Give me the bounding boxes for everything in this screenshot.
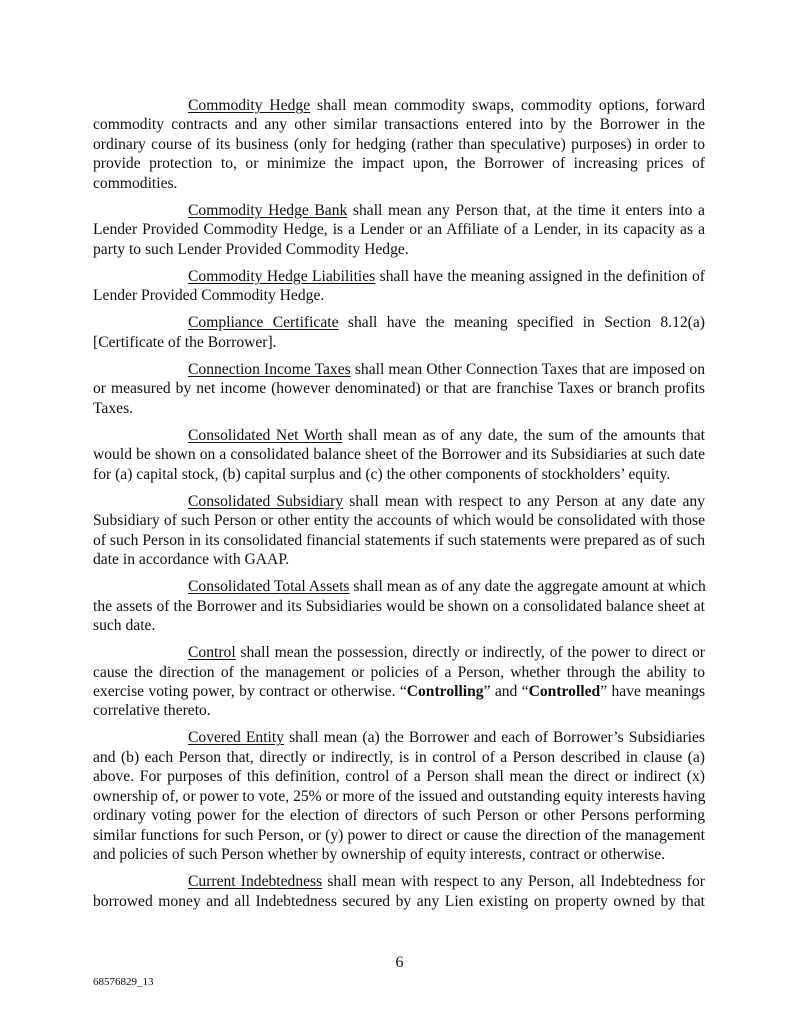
text-segment: Lender Provided Commodity Hedge. <box>93 287 325 305</box>
text-line <box>93 220 705 239</box>
text-segment: shall have the meaning specified in Section 8.12(a) <box>338 314 705 332</box>
page-number: 6 <box>395 954 404 971</box>
defined-term: Consolidated Net Worth <box>188 426 343 444</box>
text-line <box>93 663 705 682</box>
text-line <box>93 748 705 767</box>
text-line <box>93 616 705 635</box>
text-line <box>93 682 705 701</box>
defined-term: Control <box>188 644 236 662</box>
text-segment: shall mean commodity swaps, commodity options, forward <box>310 97 705 114</box>
text-line <box>93 286 705 305</box>
definition-paragraph <box>93 201 705 259</box>
text-line <box>93 787 705 806</box>
text-line <box>93 728 705 747</box>
definition-paragraph <box>93 313 705 352</box>
document-id: 68576829_13 <box>93 976 154 988</box>
text-segment: commodity contracts and any other similar transactions entered into by the Borrower in the <box>93 116 705 134</box>
text-segment: Lender Provided Commodity Hedge, is a Lender or an Affiliate of a Lender, in its capacity as a <box>93 221 705 239</box>
text-line <box>93 313 705 332</box>
text-line <box>93 174 705 193</box>
text-line <box>93 492 705 511</box>
definitions-body <box>93 96 705 919</box>
text-segment: shall mean as of any date, the sum of the amounts that <box>342 426 705 444</box>
text-segment: the assets of the Borrower and its Subsidiaries would be shown on a consolidated balance sheet at <box>93 597 705 615</box>
defined-term: Covered Entity <box>188 729 285 747</box>
defined-term: Current Indebtedness <box>188 873 323 891</box>
text-segment: and (b) each Person that, directly or indirectly, is in control of a Person described in clause (a) <box>93 748 705 766</box>
text-line <box>93 201 705 220</box>
definition-paragraph <box>93 577 705 635</box>
text-line <box>93 360 705 379</box>
bold-term: Controlled <box>528 682 601 700</box>
text-segment: and policies of such Person whether by ownership of equity interests, contract or otherwise. <box>93 846 666 864</box>
text-segment: ordinary course of its business (only for hedging (rather than speculative) purposes) in order to <box>93 135 705 153</box>
text-segment: borrowed money and all Indebtedness secured by any Lien existing on property owned by that <box>93 892 705 910</box>
text-line <box>93 379 705 398</box>
definition-paragraph <box>93 643 705 721</box>
text-segment: shall mean with respect to any Person at any date any <box>343 492 705 510</box>
text-segment: shall have the meaning assigned in the definition of <box>375 267 705 285</box>
text-line <box>93 465 705 484</box>
text-segment: shall mean with respect to any Person, all Indebtedness for <box>322 873 705 891</box>
definition-paragraph <box>93 728 705 864</box>
text-segment: ” have meanings <box>600 682 706 700</box>
text-line <box>93 892 705 911</box>
definition-paragraph <box>93 426 705 484</box>
text-segment: shall mean Other Connection Taxes that are imposed on <box>350 360 706 378</box>
text-line <box>93 333 705 352</box>
text-line <box>93 845 705 864</box>
text-line <box>93 240 705 259</box>
text-segment: shall mean any Person that, at the time it enters into a <box>347 201 705 219</box>
text-segment: shall mean the possession, directly or indirectly, of the power to direct or <box>235 644 705 662</box>
defined-term: Commodity Hedge Liabilities <box>188 267 376 285</box>
text-segment: date in accordance with GAAP. <box>93 551 290 569</box>
text-line <box>93 445 705 464</box>
text-segment: for (a) capital stock, (b) capital surplus and (c) the other components of stockholders’ equity. <box>93 465 671 483</box>
text-segment: commodities. <box>93 174 178 192</box>
defined-term: Commodity Hedge Bank <box>188 201 348 219</box>
definition-paragraph <box>93 267 705 306</box>
text-segment: above. For purposes of this definition, control of a Person shall mean the direct or indirect (x) <box>93 768 705 786</box>
text-line <box>93 872 705 891</box>
text-segment: of such Person in its consolidated financial statements if such statements were prepared as of such <box>93 531 705 549</box>
text-line <box>93 806 705 825</box>
text-segment: shall mean (a) the Borrower and each of Borrower’s Subsidiaries <box>284 729 706 747</box>
defined-term: Consolidated Subsidiary <box>188 492 344 510</box>
definition-paragraph <box>93 96 705 193</box>
text-segment: such date. <box>93 617 156 635</box>
text-segment: shall mean as of any date the aggregate amount at which <box>349 578 706 596</box>
text-segment: similar functions for such Person, or (y) power to direct or cause the direction of the management <box>93 826 705 844</box>
text-segment: provide protection to, or minimize the impact upon, the Borrower of increasing prices of <box>93 155 705 173</box>
text-line <box>93 96 705 115</box>
text-line <box>93 267 705 286</box>
text-segment: or measured by net income (however denominated) or that are franchise Taxes or branch profits <box>93 380 705 398</box>
defined-term: Compliance Certificate <box>188 314 339 332</box>
text-segment: ownership of, or power to vote, 25% or more of the issued and outstanding equity interests having <box>93 787 706 805</box>
text-segment: ” and “ <box>483 682 529 700</box>
definition-paragraph <box>93 360 705 418</box>
defined-term: Commodity Hedge <box>188 97 311 114</box>
definition-paragraph <box>93 492 705 570</box>
defined-term: Connection Income Taxes <box>188 360 351 378</box>
definition-paragraph <box>93 872 705 911</box>
text-segment: correlative thereto. <box>93 702 211 720</box>
text-segment: party to such Lender Provided Commodity Hedge. <box>93 240 409 258</box>
text-line <box>93 115 705 134</box>
text-segment: [Certificate of the Borrower]. <box>93 333 277 351</box>
text-line <box>93 531 705 550</box>
text-line <box>93 826 705 845</box>
text-line <box>93 399 705 418</box>
text-segment: exercise voting power, by contract or otherwise. “ <box>93 682 407 700</box>
defined-term: Consolidated Total Assets <box>188 578 350 596</box>
text-segment: Taxes. <box>93 399 134 417</box>
text-line <box>93 577 705 596</box>
text-line <box>93 701 705 720</box>
text-segment: cause the direction of the management or policies of a Person, whether through the ability to <box>93 663 705 681</box>
text-line <box>93 135 705 154</box>
text-line <box>93 154 705 173</box>
text-line <box>93 767 705 786</box>
text-line <box>93 643 705 662</box>
bold-term: Controlling <box>406 682 484 700</box>
text-line <box>93 597 705 616</box>
text-line <box>93 511 705 530</box>
text-segment: ordinary voting power for the election of directors of such Person or other Persons performing <box>93 807 705 825</box>
text-line <box>93 426 705 445</box>
text-segment: Subsidiary of such Person or other entity the accounts of which would be consolidated with those <box>93 512 705 530</box>
text-line <box>93 550 705 569</box>
text-segment: would be shown on a consolidated balance sheet of the Borrower and its Subsidiaries at such date <box>93 446 705 464</box>
